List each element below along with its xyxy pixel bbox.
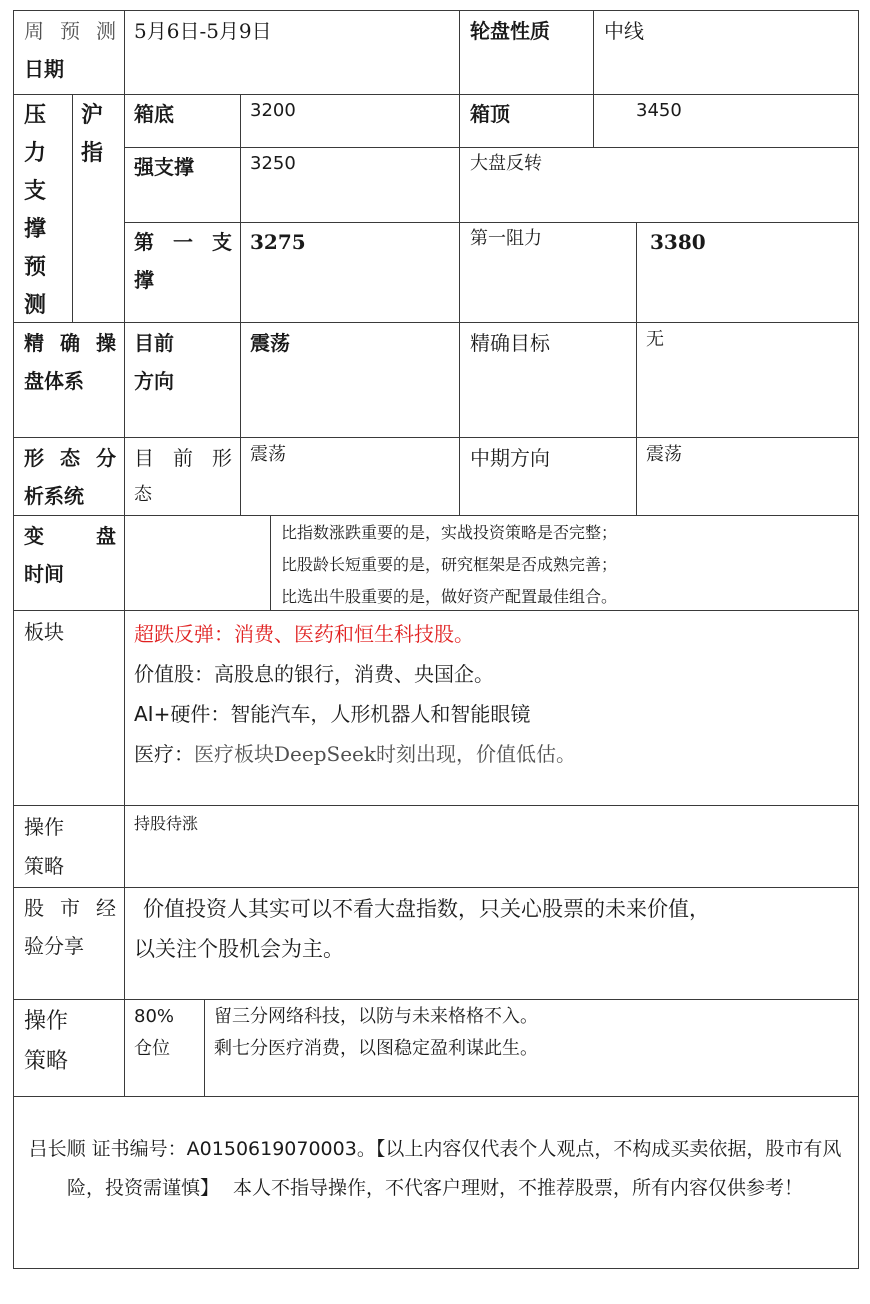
nature-value: 中线 [604,19,644,43]
note-line-2: 比股龄长短重要的是，研究框架是否成熟完善； [281,555,618,574]
box-top-value: 3450 [636,100,682,121]
note-line-3: 比选出牛股重要的是，做好资产配置最佳组合。 [281,587,618,606]
current-pattern-label-2: 态 [134,484,152,505]
first-support-label: 第一支 [134,230,232,254]
date-label: 日期 [24,57,64,81]
strategy-label: 操作 [24,815,64,839]
sector-line-2: 价值股：高股息的银行，消费、央国企。 [134,662,494,686]
experience-line-1: 价值投资人其实可以不看大盘指数，只关心股票的未来价值， [143,897,710,921]
change-time-label: 变盘 [24,524,116,548]
strategy2-label: 操作 [24,1009,69,1034]
note-line-1: 比指数涨跌重要的是，实战投资策略是否完整； [281,523,618,542]
experience-label: 股市经 [24,896,116,920]
direction-label-2: 方向 [134,369,174,393]
mid-direction-label: 中期方向 [470,446,550,470]
sector-line-4-head: 医疗： [134,742,194,766]
disclaimer-part-2: 本人不指导操作，不代客户理财，不推荐股票，所有内容仅供参考！ [233,1177,804,1199]
allocation-line-2: 剩七分医疗消费，以图稳定盈利谋此生。 [214,1038,538,1059]
current-pattern-value: 震荡 [250,444,286,465]
first-support-value: 3275 [250,230,306,254]
first-support-label-2: 撑 [134,268,154,292]
direction-value: 震荡 [250,331,290,355]
position-value: 80% [134,1006,175,1027]
pattern-system-label-2: 析系统 [24,484,84,508]
reversal-label: 大盘反转 [470,153,542,174]
first-resistance-label: 第一阻力 [470,228,542,249]
sector-line-4-body: 医疗板块DeepSeek时刻出现，价值低估。 [194,742,577,766]
box-bottom-label: 箱底 [134,102,174,126]
direction-label: 目前 [134,331,174,355]
sector-line-4 [134,735,576,773]
disclaimer-part-1: 吕长顺 证书编号：A0150619070003。【以上内容仅代表个人观点，不构成买卖依据，股市有风险，投资需谨慎】 [28,1138,842,1199]
strong-support-label: 强支撑 [134,155,194,179]
position-label: 仓位 [134,1038,170,1059]
disclaimer [26,1130,844,1208]
sectors-label: 板块 [24,620,64,644]
change-time-label-2: 时间 [24,562,64,586]
target-label: 精确目标 [470,331,550,355]
pressure-section-label: 压力支撑预测 [24,103,47,318]
experience-label-2: 验分享 [24,934,84,958]
experience-line-2: 以关注个股机会为主。 [134,937,344,961]
nature-label: 轮盘性质 [470,19,550,43]
date-value: 5月6日-5月9日 [134,19,272,43]
mid-direction-value: 震荡 [646,444,682,465]
precise-system-label: 精确操 [24,331,116,355]
box-bottom-value: 3200 [250,100,296,121]
box-top-label: 箱顶 [470,102,510,126]
precise-system-label-2: 盘体系 [24,369,84,393]
allocation-line-1: 留三分网络科技，以防与未来格格不入。 [214,1006,538,1027]
strong-support-value: 3250 [250,153,296,174]
strategy-label-2: 策略 [24,854,64,878]
week-forecast-label: 周预测 [24,19,116,43]
current-pattern-label: 目前形 [134,446,232,470]
first-resistance-value: 3380 [650,230,706,254]
strategy2-label-2: 策略 [24,1049,69,1074]
sector-line-3: AI+硬件：智能汽车，人形机器人和智能眼镜 [134,702,531,726]
sector-line-1: 超跌反弹：消费、医药和恒生科技股。 [134,622,474,646]
strategy-value: 持股待涨 [134,814,199,833]
pattern-system-label: 形态分 [24,446,116,470]
target-value: 无 [646,329,664,350]
index-label: 沪指 [81,103,104,166]
